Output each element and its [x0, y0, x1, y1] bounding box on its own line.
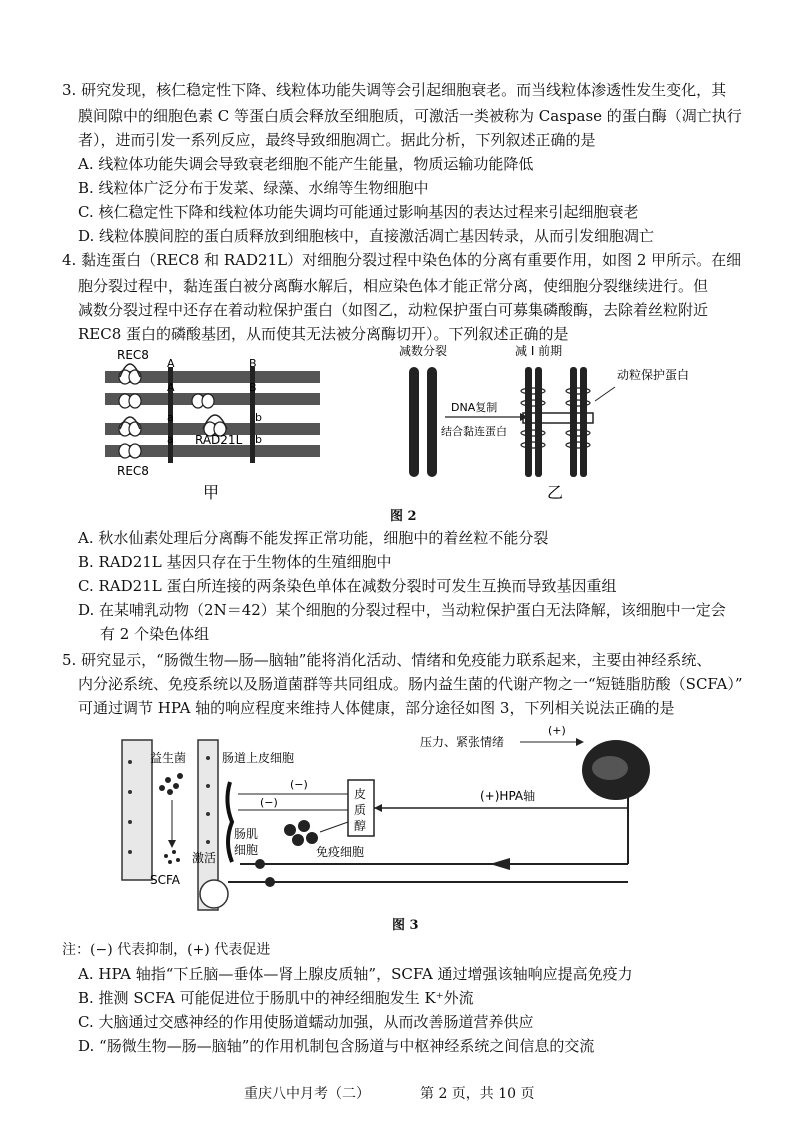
immune-cell-label: 免疫细胞	[316, 845, 365, 859]
meiosis-i-label: 减 I 前期	[515, 344, 563, 358]
cortisol-char: 醇	[354, 819, 367, 833]
probiotic-label: 益生菌	[150, 751, 187, 765]
q4-stem-line-4: REC8 蛋白的磷酸基团，从而使其无法被分离酶切开）。下列叙述正确的是	[78, 325, 569, 343]
inhibit-mark: (−)	[290, 778, 308, 791]
q5-stem-line-3: 可通过调节 HPA 轴的响应程度来维持人体健康，部分途径如图 3，下列相关说法正确的是	[78, 699, 675, 717]
q4-option-b: B. RAD21L 基因只存在于生物体的生殖细胞中	[78, 553, 392, 571]
panel-label-yi: 乙	[547, 483, 564, 502]
q5-option-b: B. 推测 SCFA 可能促进位于肠肌中的神经细胞发生 K⁺外流	[78, 989, 474, 1007]
q5-stem-line-2: 内分泌系统、免疫系统以及肠道菌群等共同组成。肠内益生菌的代谢产物之一“短链脂肪酸（SCFA）”	[78, 675, 743, 693]
dna-replication-label: DNA复制	[451, 401, 498, 414]
gene-letter: B	[249, 357, 257, 370]
q5-option-c: C. 大脑通过交感神经的作用使肠道蠕动加强，从而改善肠道营养供应	[78, 1013, 534, 1031]
figure-2-caption: 图 2	[390, 509, 417, 524]
q4-option-c: C. RAD21L 蛋白所连接的两条染色单体在减数分裂时可发生互换而导致基因重组	[78, 577, 617, 595]
q3-option-c: C. 核仁稳定性下降和线粒体功能失调均可能通过影响基因的表达过程来引起细胞衰老	[78, 203, 639, 221]
cohesin-binding-label: 结合黏连蛋白	[441, 425, 507, 438]
meiosis-label: 减数分裂	[399, 344, 448, 358]
gene-letter: b	[255, 411, 262, 424]
q3-stem-line-3: 者），进而引发一系列反应，最终导致细胞凋亡。据此分析，下列叙述正确的是	[78, 131, 596, 149]
gene-letter: B	[249, 381, 257, 394]
q4-stem-line-3: 减数分裂过程中还存在着动粒保护蛋白（如图乙，动粒保护蛋白可募集磷酸酶，去除着丝粒附近	[78, 301, 709, 319]
q3-option-a: A. 线粒体功能失调会导致衰老细胞不能产生能量，物质运输功能降低	[78, 155, 534, 173]
figure-2-jia-panel	[105, 348, 320, 502]
q4-option-d-line-1: D. 在某哺乳动物（2N＝42）某个细胞的分裂过程中，当动粒保护蛋白无法降解，该细胞中一定会	[78, 601, 726, 619]
promote-mark: (+)	[548, 724, 566, 737]
muscle-cell-label-2: 细胞	[234, 843, 259, 857]
q5-option-a: A. HPA 轴指“下丘脑—垂体—肾上腺皮质轴”，SCFA 通过增强该轴响应提高免疫力	[78, 965, 633, 983]
footer-exam-name: 重庆八中月考（二）	[244, 1086, 370, 1102]
figure-3-caption: 图 3	[392, 918, 419, 933]
q5-option-d: D. “肠微生物—肠—脑轴”的作用机制包含肠道与中枢神经系统之间信息的交流	[78, 1037, 595, 1055]
gene-letter: a	[167, 411, 174, 424]
rec8-label-top: REC8	[117, 348, 149, 362]
muscle-cell-label-1: 肠肌	[234, 827, 259, 841]
figure-2	[95, 343, 735, 523]
cortisol-char: 质	[354, 803, 367, 817]
q3-stem-line-1: 3. 研究发现，核仁稳定性下降、线粒体功能失调等会引起细胞衰老。而当线粒体渗透性发生变化，其	[62, 81, 727, 99]
inhibit-mark: (−)	[260, 796, 278, 809]
footer-page-number: 第 2 页，共 10 页	[420, 1086, 535, 1102]
scfa-label: SCFA	[150, 873, 181, 887]
figure-2-yi-panel	[399, 343, 689, 502]
gene-letter: b	[255, 433, 262, 446]
rec8-label-bottom: REC8	[117, 464, 149, 478]
q4-stem-line-1: 4. 黏连蛋白（REC8 和 RAD21L）对细胞分裂过程中染色体的分离有重要作用，如图 2 甲所示。在细	[62, 251, 742, 269]
gene-letter: A	[167, 357, 175, 370]
epithelial-label: 肠道上皮细胞	[222, 751, 295, 765]
q5-stem-line-1: 5. 研究显示，“肠微生物—肠—脑轴”能将消化活动、情绪和免疫能力联系起来，主要由神经系统、	[62, 651, 712, 669]
q4-stem-line-2: 胞分裂过程中，黏连蛋白被分离酶水解后，相应染色体才能正常分离，使细胞分裂继续进行。但	[78, 277, 709, 295]
cortisol-char: 皮	[354, 787, 367, 801]
q4-option-d-line-2: 有 2 个染色体组	[100, 625, 210, 643]
rad21l-label: RAD21L	[195, 433, 243, 447]
stress-label: 压力、紧张情绪	[420, 735, 505, 749]
q3-option-d: D. 线粒体膜间腔的蛋白质释放到细胞核中，直接激活凋亡基因转录，从而引发细胞凋亡	[78, 227, 655, 245]
q3-option-b: B. 线粒体广泛分布于发菜、绿藻、水绵等生物细胞中	[78, 179, 429, 197]
panel-label-jia: 甲	[203, 483, 220, 502]
q4-option-a: A. 秋水仙素处理后分离酶不能发挥正常功能，细胞中的着丝粒不能分裂	[78, 529, 549, 547]
gene-letter: A	[167, 381, 175, 394]
activate-label: 激活	[192, 851, 217, 865]
figure-3	[110, 722, 690, 912]
q3-stem-line-2: 膜间隙中的细胞色素 C 等蛋白质会释放至细胞质，可激活一类被称为 Caspase 的蛋白酶（凋亡执行	[78, 107, 742, 125]
kinetochore-protein-label: 动粒保护蛋白	[617, 368, 690, 382]
q5-note: 注：(−) 代表抑制，(+) 代表促进	[62, 942, 271, 958]
hpa-axis-label: (+)HPA轴	[480, 789, 536, 803]
gene-letter: a	[167, 433, 174, 446]
